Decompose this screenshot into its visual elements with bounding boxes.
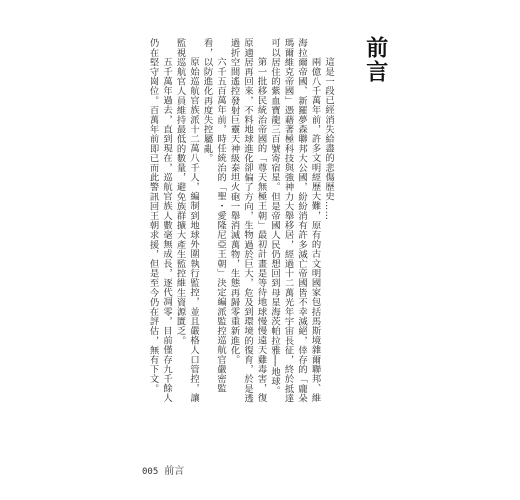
paragraph: 原始巡航官族派十二萬八千人，編制到地球外圍執行監控，並且嚴格人口管控，讓監視巡航官人員維持最低的數量，避免族群擴大產生監控維生資源匱乏。 xyxy=(174,38,199,403)
paragraph: 這是一段已經消失給盡的悲傷歷史…… xyxy=(323,56,334,220)
body-text xyxy=(145,38,335,410)
paragraph: 兩億八千萬年前，許多文明經歷大難，原有的古文明國家包括馬斯境雜爾聯邦、維海拉爾帝國、新羅夢森聯邦大公國，紛紛消有許多滅亡帝國皆不幸滅絕，倖存的「龐朵瑪爾維克帝國」憑藉著極科技與強神力大舉移居，經過十二萬光年宇宙長征，終於抵達可以居住的紫血寶龍三百號寄宿星。但是帝國人民仍想回到母星海茨帕拉雅──地球。 xyxy=(269,38,321,403)
paragraph: 第一批移民統治帝國的「尊天無極王朝」最初計畫是等待地球慢慢遠天雞毒害，復原適居再回來，不料地球進化卻偏了方向，生物過於巨大，危及到環境的復育，於是透過折空間遙控發射巨靈天神級泰坦火砲一舉消滅萬物，生態再歸零重新進化。 xyxy=(228,38,267,403)
page-number: 005 xyxy=(142,467,159,477)
page-footer xyxy=(142,462,184,477)
page-title: 前言 xyxy=(362,36,389,84)
paragraph: 六千五百萬年前，時任統治的「聖・愛隆尼亞王朝」決定編派監控巡航官嚴密監看，以防進化再度失控屬亂。 xyxy=(201,38,226,393)
paragraph: 五千萬年過去，直到現在，巡航官族人數毫無成長，逐代凋零，目前僅存九千餘人仍在堅守崗位。百萬年前即已而此警訊回王朝求援，但是至今仍在評估，無有下文。 xyxy=(147,38,172,403)
running-footer-title: 前言 xyxy=(164,466,185,477)
